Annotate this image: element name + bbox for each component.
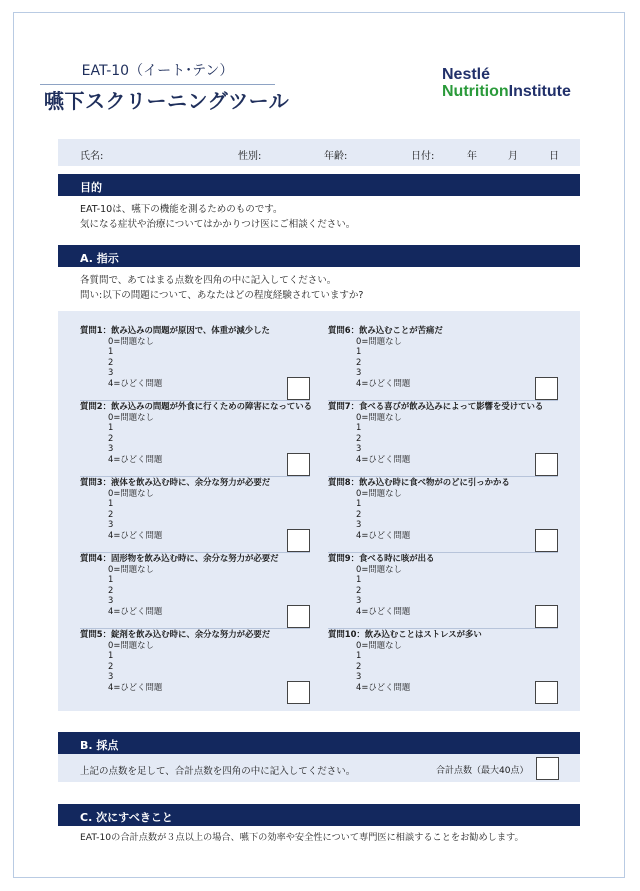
score-box[interactable] bbox=[287, 681, 310, 704]
option-3: 3 bbox=[356, 367, 362, 377]
purpose-text bbox=[80, 202, 355, 232]
purpose-line2: 気になる症状や治療についてはかかりつけ医にご相談ください。 bbox=[80, 219, 356, 230]
question-1 bbox=[80, 325, 310, 397]
question-label: 質問2：飲み込みの問題が外食に行くための障害になっている bbox=[80, 401, 312, 411]
option-0: 0=問題なし bbox=[108, 335, 154, 346]
year-label: 年 bbox=[467, 151, 477, 162]
option-2: 2 bbox=[356, 508, 362, 519]
age-field[interactable]: 年齢: bbox=[324, 151, 348, 162]
question-label: 質問6：飲み込むことが苦痛だ bbox=[328, 325, 443, 335]
question-8 bbox=[328, 477, 558, 549]
option-0: 0=問題なし bbox=[108, 639, 154, 650]
option-2: 2 bbox=[108, 584, 114, 595]
option-3: 3 bbox=[108, 519, 114, 529]
option-0: 0=問題なし bbox=[356, 639, 402, 650]
option-4: 4=ひどく問題 bbox=[356, 529, 411, 540]
option-1: 1 bbox=[108, 422, 114, 432]
option-2: 2 bbox=[356, 660, 362, 671]
score-box[interactable] bbox=[535, 377, 558, 400]
total-score-box[interactable] bbox=[536, 757, 559, 780]
patient-info-bar bbox=[58, 139, 580, 166]
option-0: 0=問題なし bbox=[356, 335, 402, 346]
scoring-row bbox=[58, 754, 580, 782]
option-3: 3 bbox=[356, 443, 362, 453]
nestle-logo bbox=[442, 66, 612, 100]
instructions-heading: A. 指示 bbox=[58, 245, 580, 267]
option-2: 2 bbox=[108, 432, 114, 443]
logo-nestle: Nestlé bbox=[442, 66, 491, 83]
score-box[interactable] bbox=[287, 529, 310, 552]
scoring-text: 上記の点数を足して、合計点数を四角の中に記入してください。 bbox=[80, 766, 356, 777]
option-4: 4=ひどく問題 bbox=[356, 453, 411, 464]
question-4 bbox=[80, 553, 310, 625]
option-4: 4=ひどく問題 bbox=[108, 529, 163, 540]
option-3: 3 bbox=[108, 443, 114, 453]
option-4: 4=ひどく問題 bbox=[108, 377, 163, 388]
question-2 bbox=[80, 401, 310, 473]
option-3: 3 bbox=[356, 595, 362, 605]
instructions-line1: 各質問で、あてはまる点数を四角の中に記入してください。 bbox=[80, 275, 337, 286]
instructions-line2: 問い:以下の問題について、あなたはどの程度経験されていますか? bbox=[80, 290, 364, 301]
option-3: 3 bbox=[108, 367, 114, 377]
option-4: 4=ひどく問題 bbox=[108, 605, 163, 616]
option-4: 4=ひどく問題 bbox=[356, 377, 411, 388]
option-1: 1 bbox=[108, 346, 114, 356]
question-label: 質問1：飲み込みの問題が原因で、体重が減少した bbox=[80, 325, 270, 335]
sex-field[interactable]: 性別: bbox=[238, 151, 262, 162]
option-0: 0=問題なし bbox=[108, 563, 154, 574]
score-box[interactable] bbox=[535, 529, 558, 552]
question-label: 質問4：固形物を飲み込む時に、余分な努力が必要だ bbox=[80, 553, 279, 563]
score-box[interactable] bbox=[535, 453, 558, 476]
option-1: 1 bbox=[108, 574, 114, 584]
option-4: 4=ひどく問題 bbox=[356, 681, 411, 692]
form-subtitle: EAT-10（イート･テン） bbox=[40, 60, 275, 85]
question-9 bbox=[328, 553, 558, 625]
option-1: 1 bbox=[356, 346, 362, 356]
option-4: 4=ひどく問題 bbox=[356, 605, 411, 616]
question-label: 質問7：食べる喜びが飲み込みによって影響を受けている bbox=[328, 401, 544, 411]
option-1: 1 bbox=[108, 498, 114, 508]
option-2: 2 bbox=[108, 660, 114, 671]
question-label: 質問10：飲み込むことはストレスが多い bbox=[328, 629, 482, 639]
question-5 bbox=[80, 629, 310, 701]
question-label: 質問9：食べる時に咳が出る bbox=[328, 553, 435, 563]
scoring-heading: B. 採点 bbox=[58, 732, 580, 754]
option-2: 2 bbox=[356, 432, 362, 443]
option-0: 0=問題なし bbox=[108, 411, 154, 422]
question-7 bbox=[328, 401, 558, 473]
question-label: 質問5：錠剤を飲み込む時に、余分な努力が必要だ bbox=[80, 629, 271, 639]
question-10 bbox=[328, 629, 558, 701]
month-label: 月 bbox=[508, 151, 518, 162]
score-box[interactable] bbox=[535, 605, 558, 628]
logo-nutrition-institute bbox=[442, 83, 612, 100]
option-1: 1 bbox=[356, 650, 362, 660]
date-field[interactable]: 日付: bbox=[411, 151, 435, 162]
option-2: 2 bbox=[108, 356, 114, 367]
question-6 bbox=[328, 325, 558, 397]
option-3: 3 bbox=[356, 519, 362, 529]
option-4: 4=ひどく問題 bbox=[108, 681, 163, 692]
option-4: 4=ひどく問題 bbox=[108, 453, 163, 464]
name-field[interactable]: 氏名: bbox=[80, 151, 104, 162]
score-box[interactable] bbox=[287, 377, 310, 400]
question-label: 質問8：飲み込む時に食べ物がのどに引っかかる bbox=[328, 477, 510, 487]
purpose-line1: EAT-10は、嚥下の機能を測るためのものです。 bbox=[80, 204, 283, 215]
next-text: EAT-10の合計点数が３点以上の場合、嚥下の効率や安全性について専門医に相談することをお勧めします。 bbox=[80, 832, 524, 843]
option-3: 3 bbox=[108, 671, 114, 681]
question-3 bbox=[80, 477, 310, 549]
purpose-heading: 目的 bbox=[58, 174, 580, 196]
option-1: 1 bbox=[356, 422, 362, 432]
score-box[interactable] bbox=[287, 453, 310, 476]
instructions-text bbox=[80, 273, 363, 303]
option-3: 3 bbox=[108, 595, 114, 605]
question-label: 質問3：液体を飲み込む時に、余分な努力が必要だ bbox=[80, 477, 271, 487]
score-box[interactable] bbox=[287, 605, 310, 628]
logo-nutrition: Nutrition bbox=[442, 83, 509, 100]
option-2: 2 bbox=[356, 584, 362, 595]
option-2: 2 bbox=[108, 508, 114, 519]
option-0: 0=問題なし bbox=[108, 487, 154, 498]
form-title: 嚥下スクリーニングツール bbox=[44, 89, 290, 113]
option-1: 1 bbox=[108, 650, 114, 660]
day-label: 日 bbox=[549, 151, 559, 162]
logo-institute: Institute bbox=[508, 83, 571, 100]
total-label: 合計点数（最大40点） bbox=[436, 766, 529, 776]
option-1: 1 bbox=[356, 574, 362, 584]
next-heading: C. 次にすべきこと bbox=[58, 804, 580, 826]
option-3: 3 bbox=[356, 671, 362, 681]
option-0: 0=問題なし bbox=[356, 487, 402, 498]
option-1: 1 bbox=[356, 498, 362, 508]
score-box[interactable] bbox=[535, 681, 558, 704]
option-0: 0=問題なし bbox=[356, 563, 402, 574]
option-0: 0=問題なし bbox=[356, 411, 402, 422]
option-2: 2 bbox=[356, 356, 362, 367]
